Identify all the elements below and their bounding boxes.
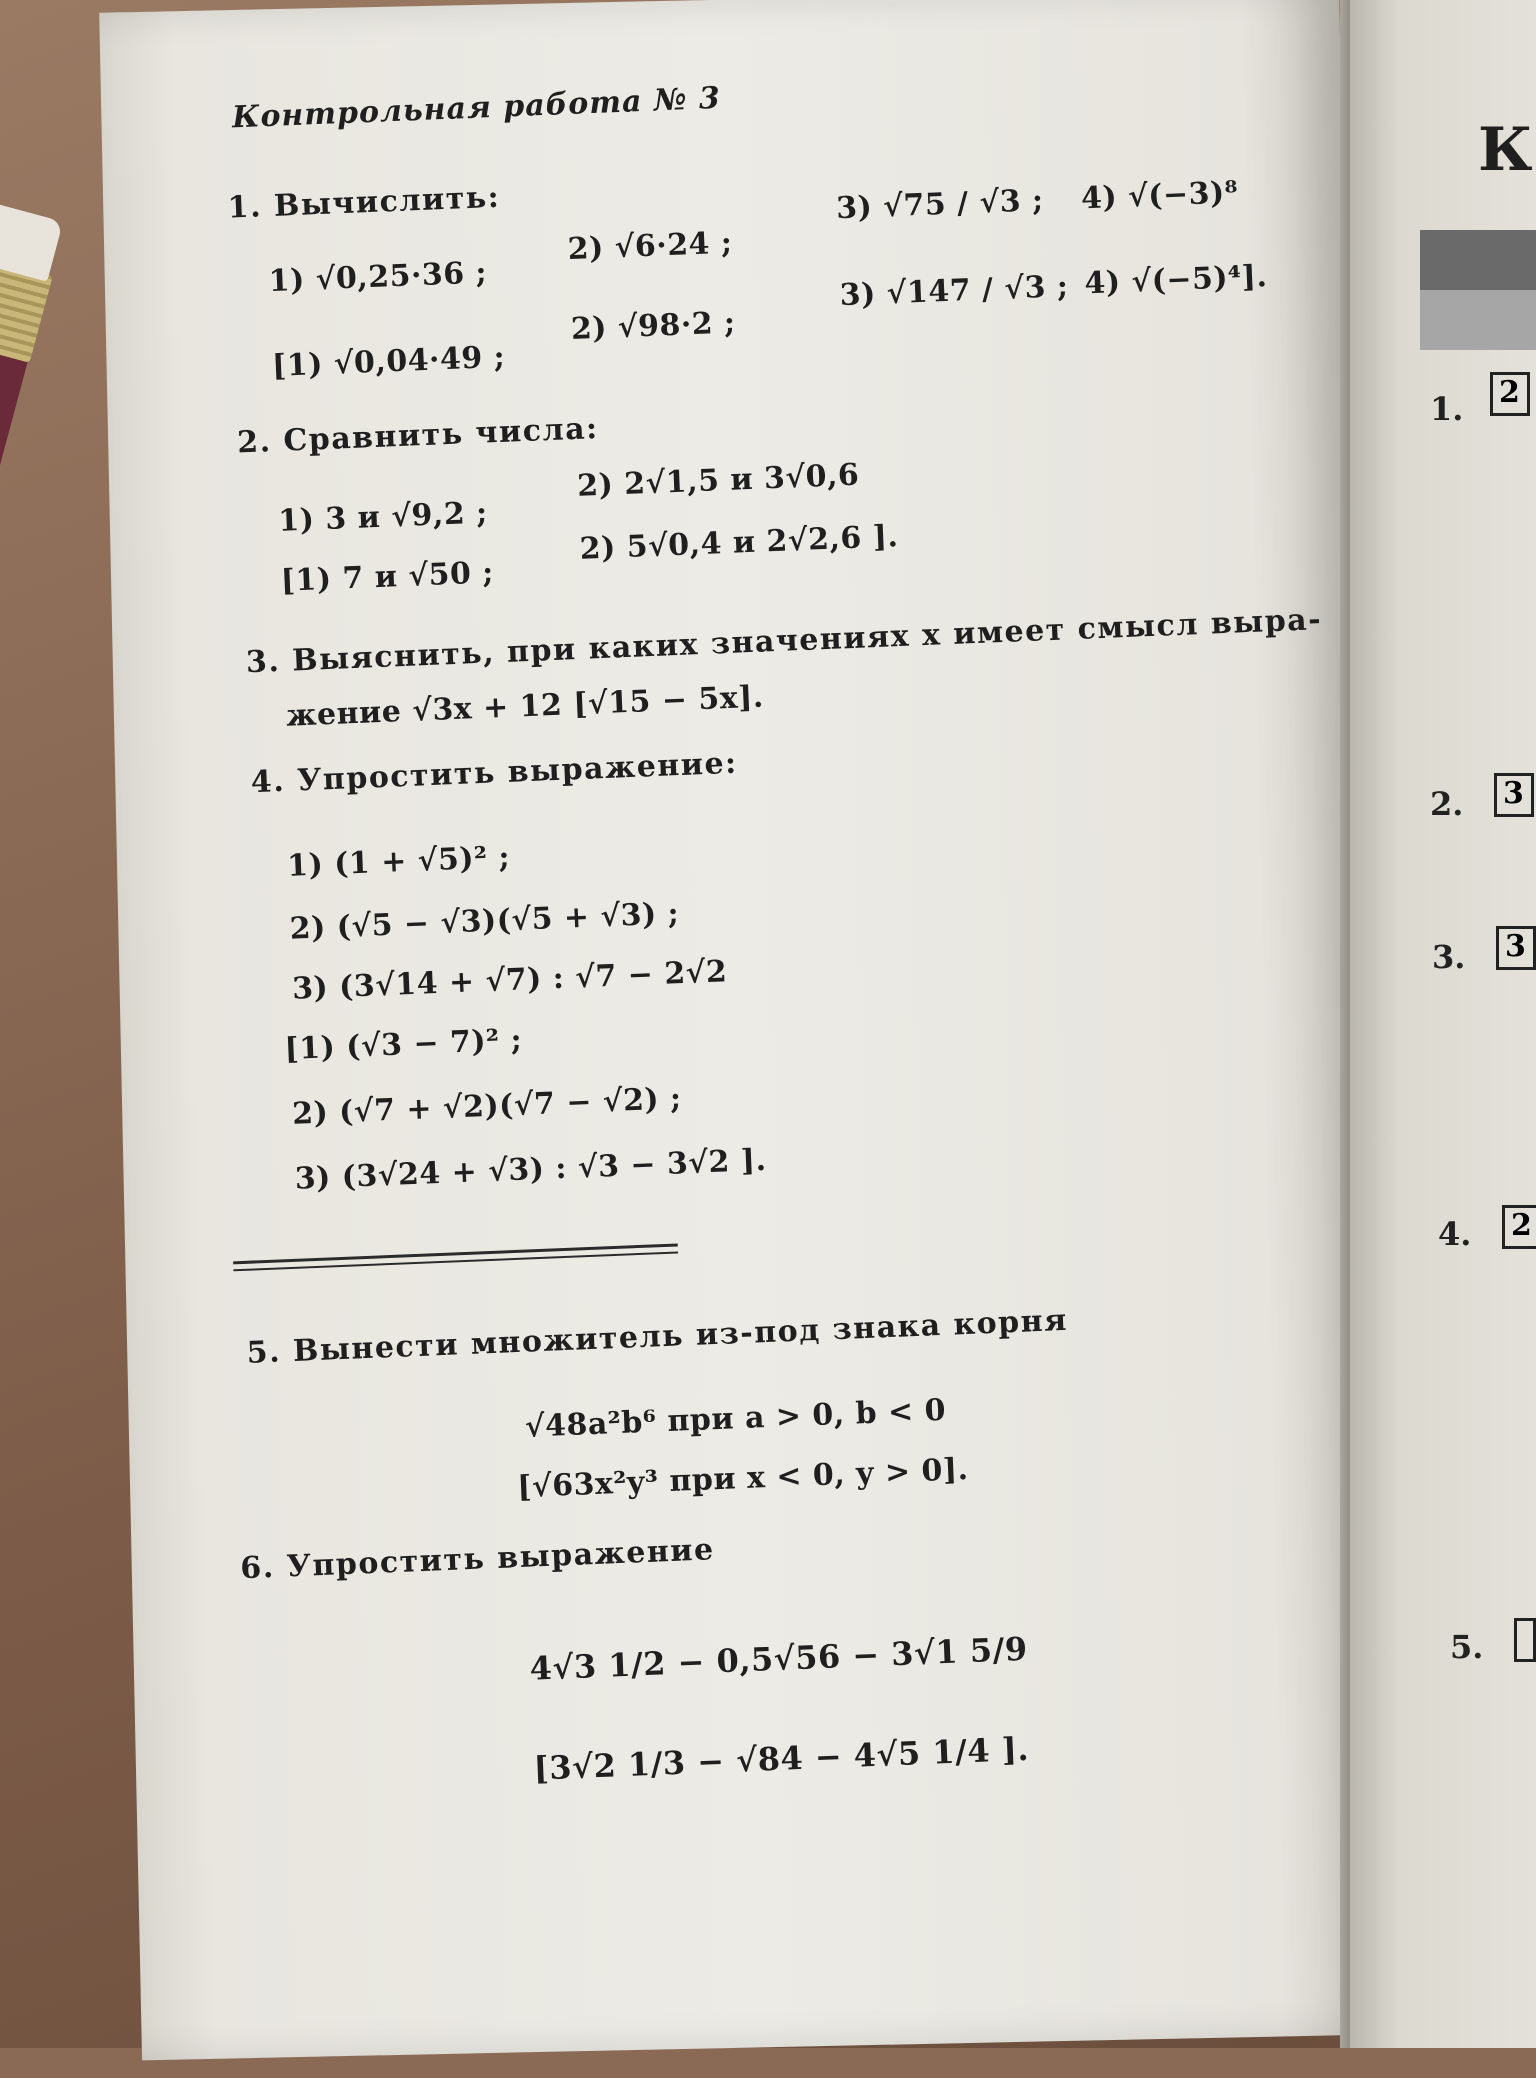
- task6-label: 6. Упростить выражение: [239, 1532, 716, 1587]
- task5-item: √48a²b⁶ при a > 0, b < 0: [524, 1392, 947, 1445]
- task3-line: жение √3x + 12 [√15 − 5x].: [285, 679, 765, 734]
- task4-label: 4. Упростить выражение:: [250, 745, 739, 801]
- next-page-item-number: 3.: [1432, 938, 1466, 976]
- next-page-item-box: 3: [1494, 773, 1534, 817]
- task4-item: 1) (1 + √5)² ;: [286, 839, 511, 884]
- task4-item: [1) (√3 − 7)² ;: [283, 1022, 523, 1068]
- next-page-item-number: 4.: [1438, 1215, 1472, 1253]
- next-page-item-box: [1514, 1618, 1536, 1662]
- task4-item: 3) (3√14 + √7) : √7 − 2√2: [291, 954, 728, 1007]
- next-page-item-box: 2: [1502, 1205, 1536, 1249]
- task1-label: 1. Вычислить:: [227, 179, 501, 226]
- task5-label: 5. Вынести множитель из-под знака корня: [246, 1302, 1069, 1371]
- task2-item: [1) 7 и √50 ;: [280, 555, 495, 599]
- task1-item: [1) √0,04·49 ;: [271, 339, 506, 385]
- page-title: Контрольная работа № 3: [231, 80, 722, 136]
- task2-label: 2. Сравнить числа:: [236, 410, 600, 461]
- task2-item: 2) 5√0,4 и 2√2,6 ].: [579, 519, 900, 567]
- task1-item: 4) √(−3)⁸: [1080, 175, 1239, 217]
- task1-item: 4) √(−5)⁴].: [1083, 259, 1268, 302]
- next-page-item-number: 5.: [1450, 1628, 1484, 1666]
- next-page-heading-letter: К: [1478, 115, 1533, 185]
- task1-item: 3) √75 / √3 ;: [835, 182, 1045, 227]
- next-page-band: [1420, 290, 1536, 350]
- task2-item: 2) 2√1,5 и 3√0,6: [576, 457, 860, 504]
- task1-item: 2) √98·2 ;: [570, 305, 737, 347]
- next-page-item-number: 2.: [1430, 785, 1464, 823]
- next-page-item-number: 1.: [1430, 390, 1464, 428]
- task2-item: 1) 3 и √9,2 ;: [277, 495, 489, 539]
- task4-item: 3) (3√24 + √3) : √3 − 3√2 ].: [294, 1142, 768, 1197]
- task6-item: 4√3 1/2 − 0,5√56 − 3√1 5/9: [528, 1629, 1029, 1688]
- next-page-item-box: 2: [1490, 372, 1530, 416]
- next-page-item-box: 3: [1496, 926, 1536, 970]
- task6-item: [3√2 1/3 − √84 − 4√5 1/4 ].: [532, 1729, 1030, 1788]
- task5-item: [√63x²y³ при x < 0, y > 0].: [516, 1451, 970, 1506]
- task4-item: 2) (√5 − √3)(√5 + √3) ;: [289, 896, 680, 947]
- next-page-band: [1420, 230, 1536, 290]
- task1-item: 1) √0,25·36 ;: [268, 255, 488, 300]
- task4-item: 2) (√7 + √2)(√7 − √2) ;: [291, 1081, 683, 1132]
- task3-line: 3. Выяснить, при каких значениях x имеет смысл выра-: [245, 602, 1323, 681]
- task1-item: 3) √147 / √3 ;: [839, 269, 1070, 314]
- task1-item: 2) √6·24 ;: [567, 225, 734, 268]
